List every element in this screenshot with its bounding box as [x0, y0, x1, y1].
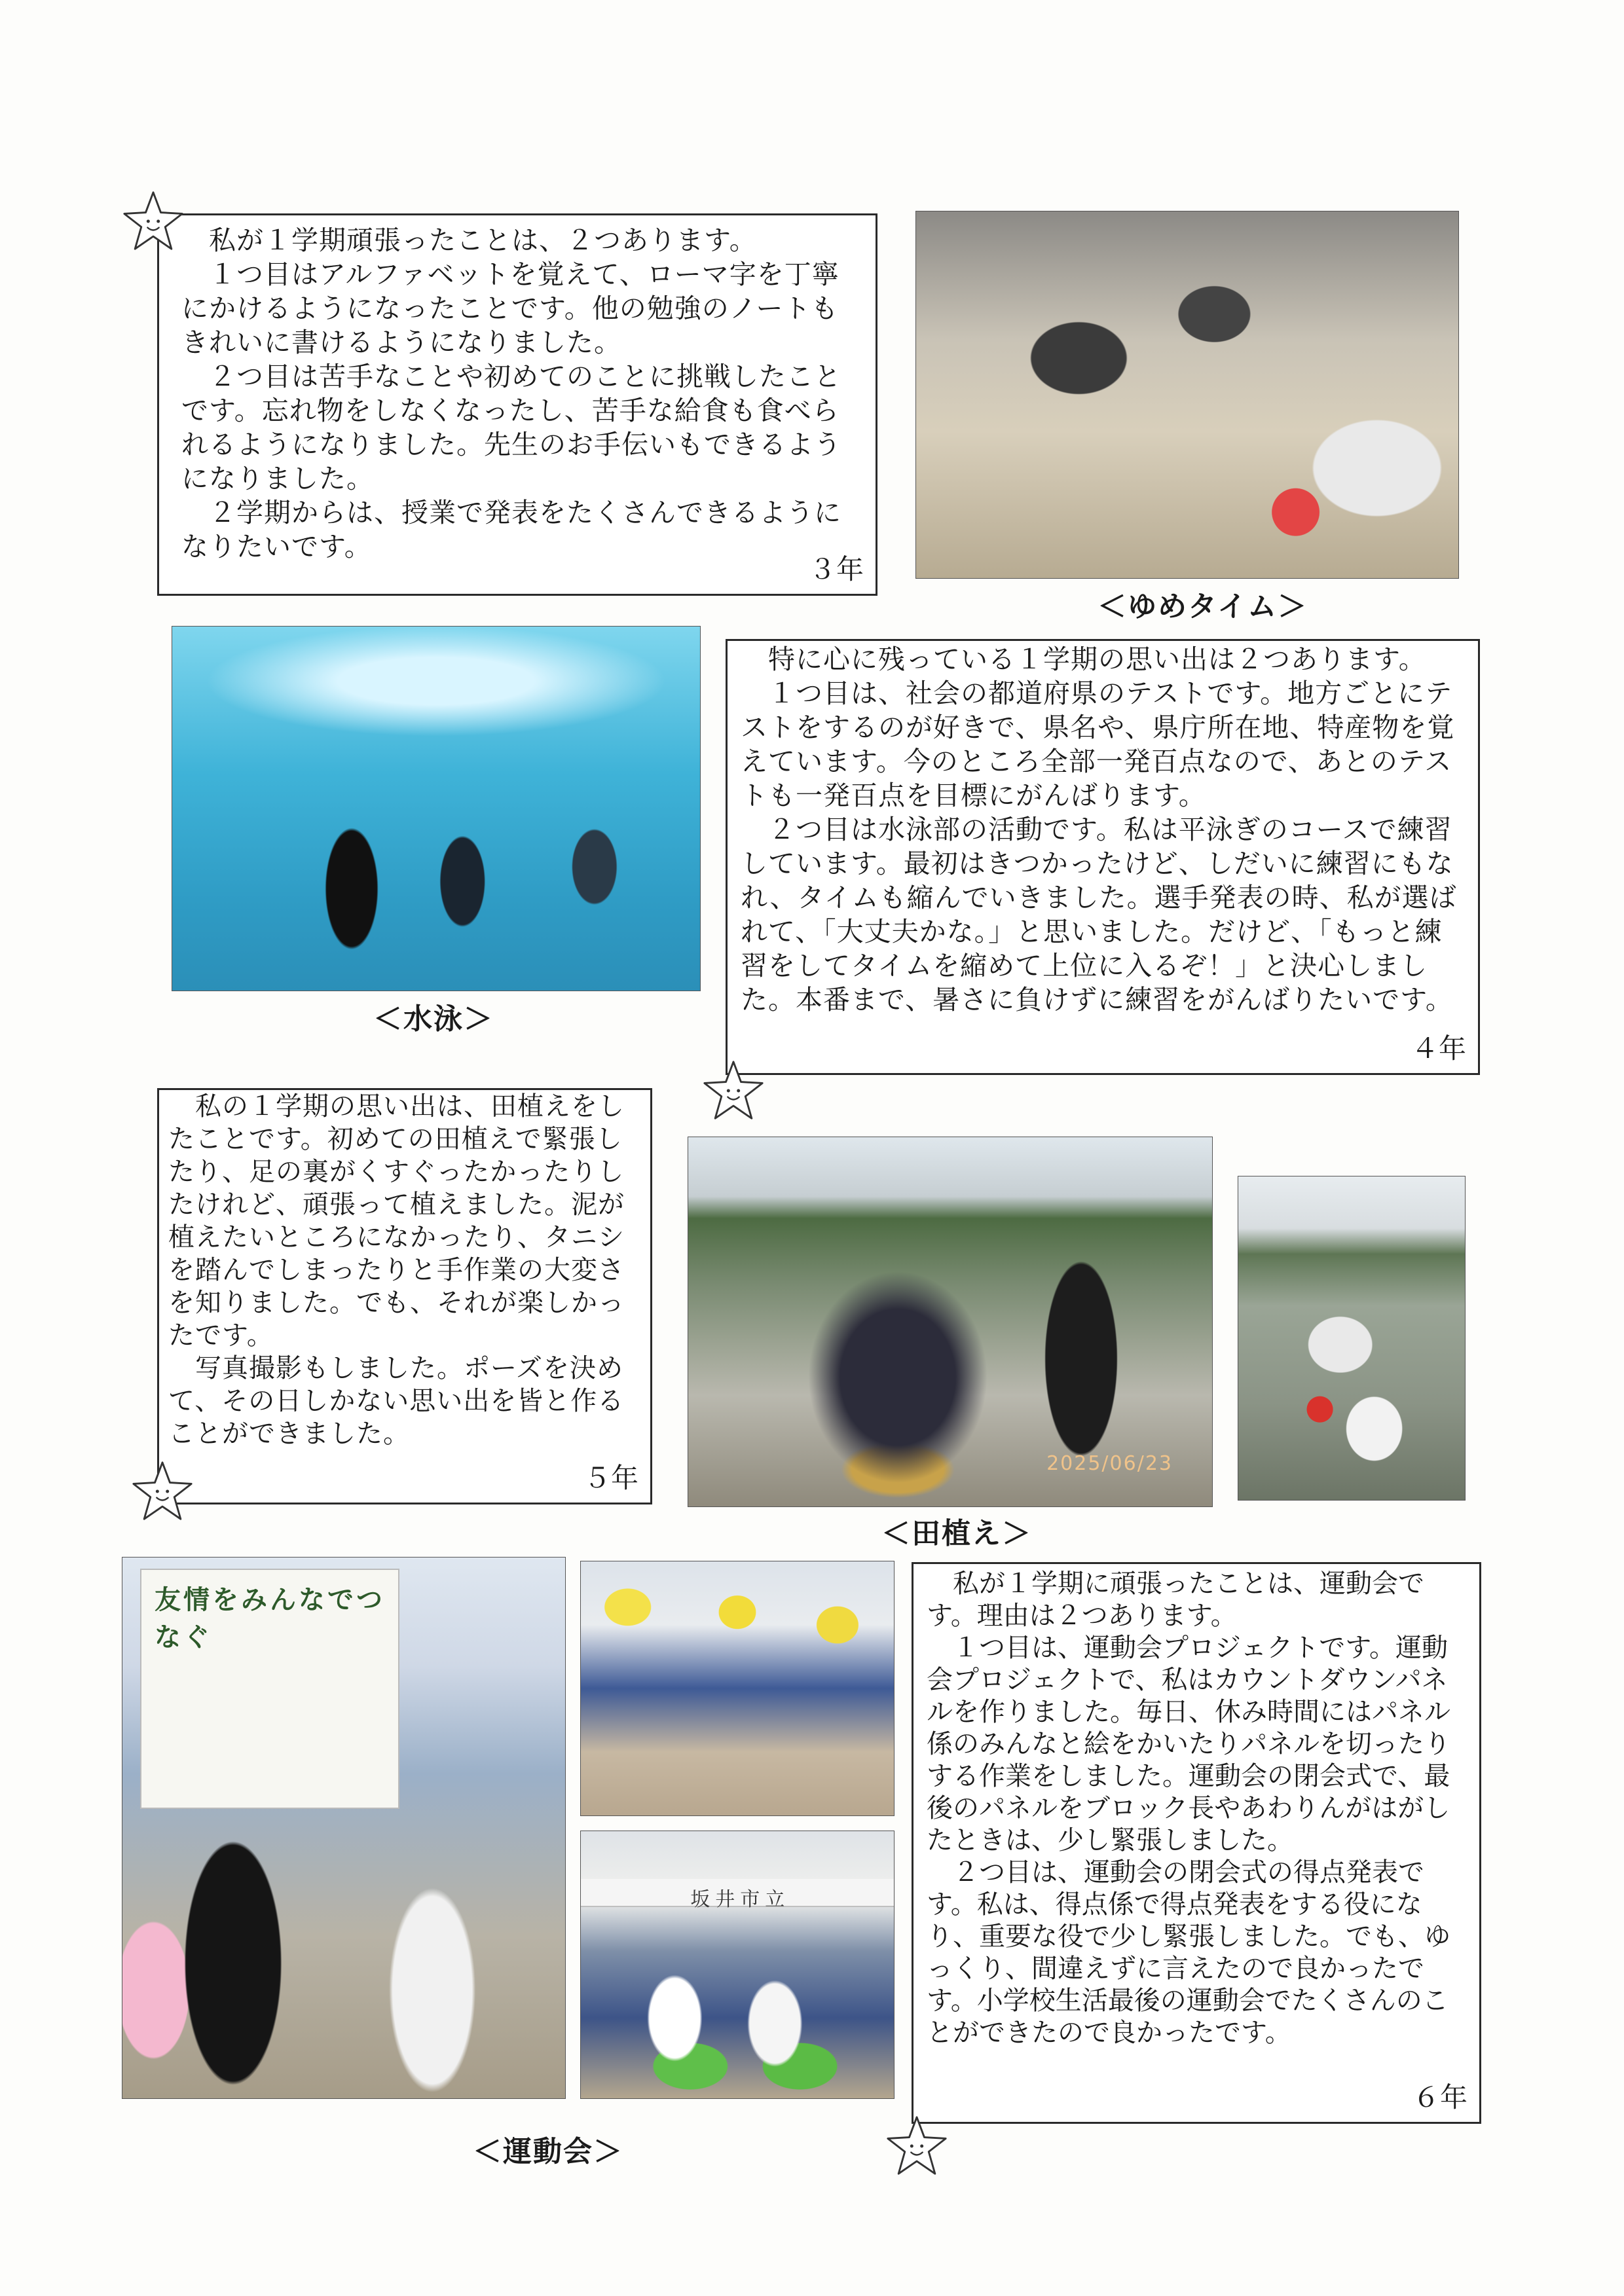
banner-text: 友情をみんなでつなぐ	[155, 1584, 386, 1652]
grade-label: ３年	[808, 553, 864, 585]
paragraph: ２学期からは、授業で発表をたくさんできるようになりたいです。	[181, 497, 841, 562]
paragraph: １つ目は、運動会プロジェクトです。運動会プロジェクトで、私はカウントダウンパネルを作りました。毎日、休み時間にはパネル係のみんなと絵をかいたりパネルを切ったりする作業をしました。運動会の閉会式で、最後のパネルをブロック長やあわりんがはがしたときは、少し緊張しました。	[927, 1633, 1450, 1855]
smiling-star-icon	[702, 1059, 765, 1122]
essay-box-grade4	[726, 639, 1480, 1075]
caption-rice-planting: ＜田植え＞	[881, 1517, 1032, 1550]
photo-sports-day-cheer	[580, 1561, 895, 1816]
school-sign-text: 坂井市立	[690, 1888, 790, 1912]
paragraph: １つ目はアルファベットを覚えて、ローマ字を丁寧にかけるようになったことです。他の勉強のノートもきれいに書けるようになりました。	[181, 259, 840, 358]
caption-swimming: ＜水泳＞	[373, 1002, 494, 1036]
sports-banner	[140, 1569, 399, 1809]
grade-label: ６年	[1412, 2081, 1467, 2113]
paragraph: 私が１学期頑張ったことは、２つあります。	[181, 225, 757, 256]
photo-rice-planting-group	[688, 1137, 1213, 1507]
caption-yume-time: ＜ゆめタイム＞	[1098, 590, 1308, 623]
smiling-star-icon	[885, 2115, 948, 2178]
essay-box-grade5	[157, 1088, 652, 1504]
essay-text-grade5	[168, 1090, 640, 1450]
paragraph: 写真撮影もしました。ポーズを決めて、その日しかない思い出を皆と作ることができました。	[168, 1353, 625, 1449]
paragraph: ２つ目は水泳部の活動です。私は平泳ぎのコースで練習しています。最初はきつかったけど、しだいに練習にもなれ、タイムも縮んでいきました。選手発表の時、私が選ばれて、「大丈夫かな。」と思いました。だけど、「もっと練習をしてタイムを縮めて上位に入るぞ！」と決心しました。本番まで、暑さに負けずに練習をがんばりたいです。	[741, 814, 1457, 1015]
essay-box-grade3	[157, 213, 877, 596]
essay-text-grade3	[181, 223, 861, 564]
paragraph: １つ目は、社会の都道府県のテストです。地方ごとにテストをするのが好きで、県名や、県庁所在地、特産物を覚えています。今のところ全部一発百点なので、あとのテストも一発百点を目標にがんばります。	[741, 678, 1455, 811]
essay-box-grade6	[912, 1562, 1481, 2124]
essay-text-grade4	[741, 642, 1464, 1017]
tent-sign	[581, 1879, 894, 1912]
essay-text-grade6	[927, 1568, 1467, 2049]
photo-sports-day-banner	[122, 1557, 566, 2099]
date-stamp: 2025/06/23	[1046, 1452, 1173, 1475]
grade-label: ５年	[583, 1462, 638, 1494]
paragraph: ２つ目は、運動会の閉会式の得点発表です。私は、得点係で得点発表をする役になり、重要な役で少し緊張しました。でも、ゆっくり、間違えずに言えたので良かったです。小学校生活最後の運動会でたくさんのことができたので良かったです。	[927, 1857, 1450, 2048]
paragraph: 私が１学期に頑張ったことは、運動会です。理由は２つあります。	[927, 1569, 1424, 1631]
smiling-star-icon	[122, 190, 185, 253]
grade-label: ４年	[1411, 1032, 1466, 1065]
paragraph: 私の１学期の思い出は、田植えをしたことです。初めての田植えで緊張したり、足の裏がくすぐったかったりしたけれど、頑張って植えました。泥が植えたいところになかったり、タニシを踏んでしまったりと手作業の大変さを知りました。でも、それが楽しかったです。	[168, 1091, 625, 1351]
photo-rice-planting-field	[1238, 1176, 1466, 1501]
photo-sports-day-students	[580, 1831, 895, 2099]
photo-swimming	[172, 626, 701, 991]
paragraph: 特に心に残っている１学期の思い出は２つあります。	[741, 644, 1426, 675]
photo-yume-time	[915, 211, 1459, 579]
smiling-star-icon	[131, 1460, 194, 1523]
paragraph: ２つ目は苦手なことや初めてのことに挑戦したことです。忘れ物をしなくなったし、苦手な給食も食べられるようになりました。先生のお手伝いもできるようになりました。	[181, 361, 841, 494]
caption-sports-day: ＜運動会＞	[473, 2135, 623, 2168]
